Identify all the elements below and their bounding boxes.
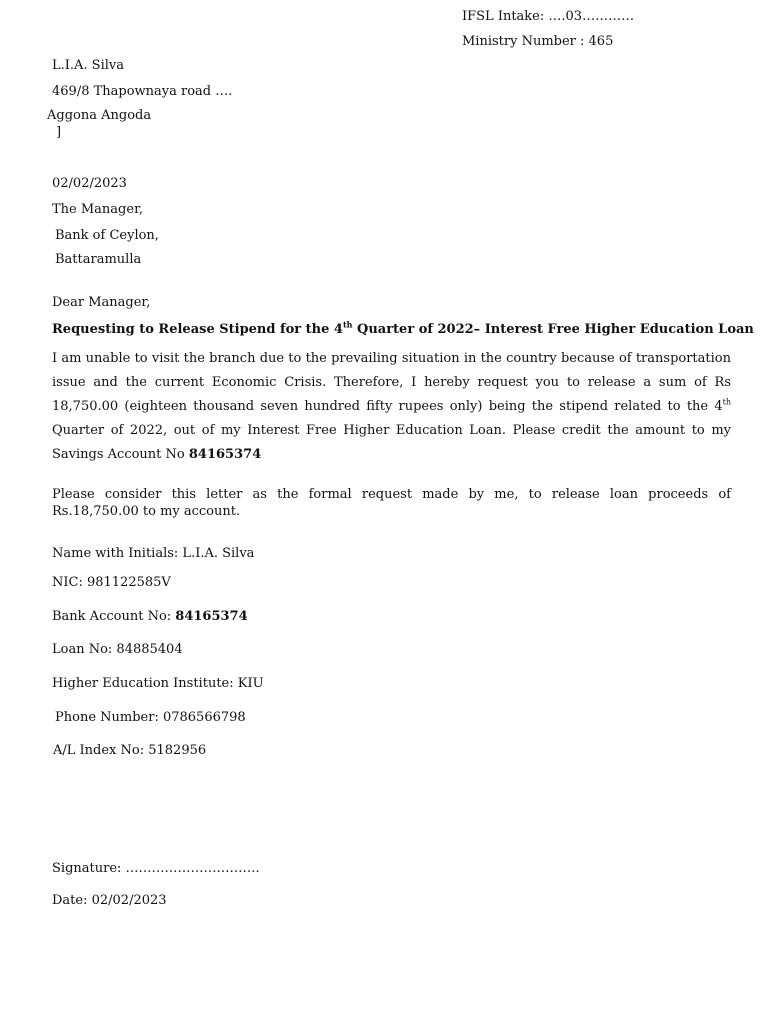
body1-superscript: th	[722, 397, 731, 407]
higher-education-institute: Higher Education Institute: KIU	[52, 676, 264, 691]
sender-address-line1: 469/8 Thapownaya road ….	[52, 84, 233, 99]
salutation: Dear Manager,	[52, 295, 151, 310]
nic-number: NIC: 981122585V	[52, 575, 171, 590]
stray-bracket: ]	[56, 125, 62, 140]
subject-text-1: Requesting to Release Stipend for the 4	[52, 322, 343, 337]
recipient-title: The Manager,	[52, 202, 143, 217]
phone-number: Phone Number: 0786566798	[55, 710, 246, 725]
subject-line	[52, 319, 754, 338]
ministry-number: Ministry Number : 465	[462, 34, 614, 49]
name-with-initials: Name with Initials: L.I.A. Silva	[52, 546, 255, 561]
sender-name: L.I.A. Silva	[52, 58, 125, 73]
bank-account-line	[52, 609, 248, 625]
recipient-branch: Battaramulla	[55, 252, 142, 267]
subject-superscript: th	[342, 319, 353, 330]
bank-account-value: 84165374	[175, 609, 248, 624]
ifsl-intake: IFSL Intake: ….03…………	[462, 9, 635, 24]
body1-text-2: Quarter of 2022, out of my Interest Free Higher Education Loan. Please credit the amount to my Savings Account No	[52, 423, 731, 462]
signature-date: Date: 02/02/2023	[52, 893, 167, 908]
letter-date: 02/02/2023	[52, 176, 127, 191]
body-paragraph-1	[52, 347, 731, 467]
subject-text-2: Quarter of 2022– Interest Free Higher Education Loan	[352, 322, 754, 337]
savings-account-number: 84165374	[188, 447, 262, 462]
recipient-bank: Bank of Ceylon,	[55, 228, 159, 243]
signature-line: Signature: ………………………….	[52, 861, 260, 876]
al-index-number: A/L Index No: 5182956	[53, 743, 207, 758]
body-paragraph-2: Please consider this letter as the formal request made by me, to release loan proceeds of Rs.18,750.00 to my account.	[52, 487, 731, 519]
body1-text-1: I am unable to visit the branch due to the prevailing situation in the country because of transportation issue and the current Economic Crisis. Therefore, I hereby request you to release a sum of Rs 18,750.00 (eighteen thousand seven hundred fifty rupees only) being the stipend related to the 4	[52, 351, 731, 414]
sender-address-line2: Aggona Angoda	[47, 108, 152, 123]
bank-account-label: Bank Account No:	[52, 609, 176, 624]
loan-number: Loan No: 84885404	[52, 642, 183, 657]
